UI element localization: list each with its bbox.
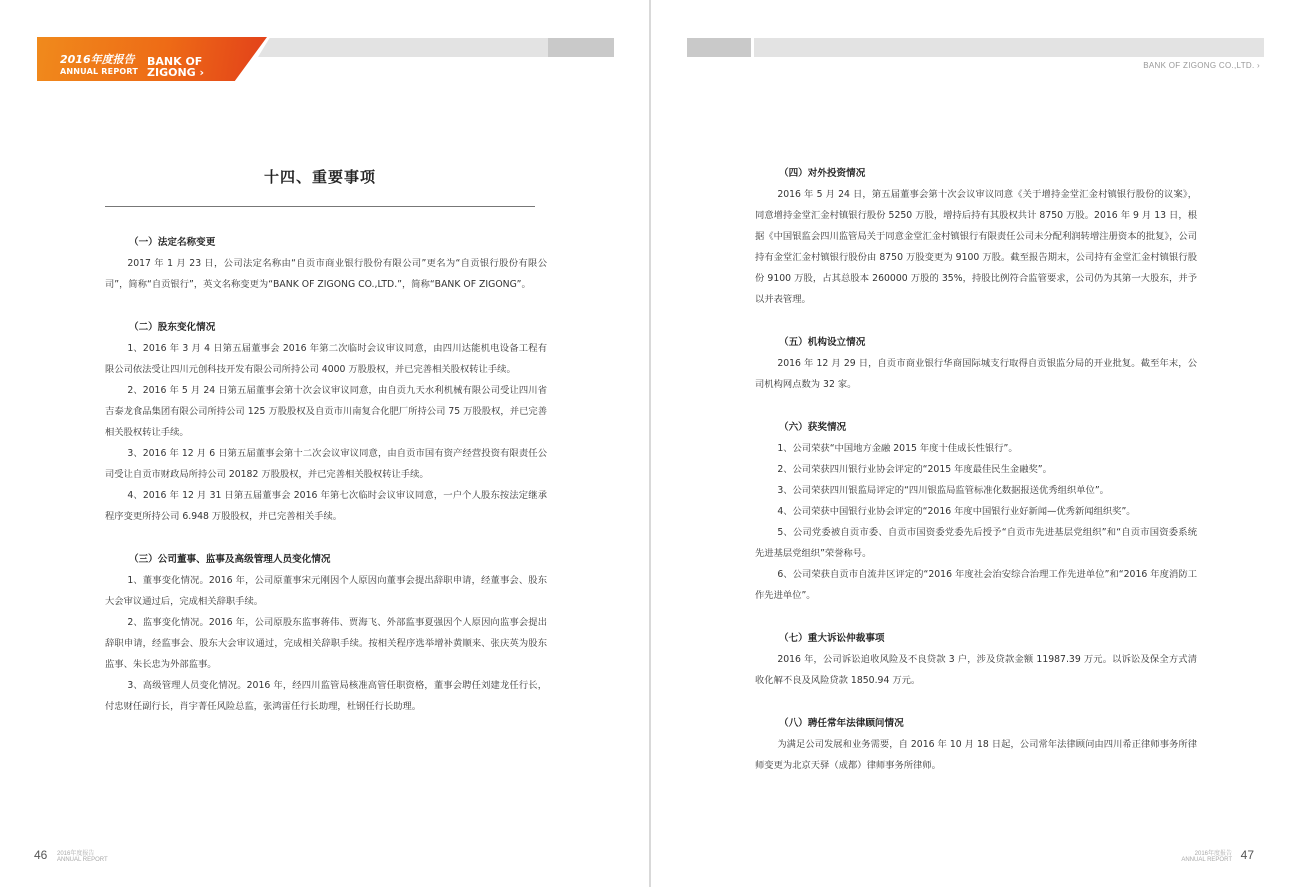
bank-name-tag: BANK OF ZIGONG CO.,LTD. › bbox=[1143, 61, 1260, 70]
title-divider bbox=[105, 206, 535, 207]
page-number: 47 bbox=[1240, 848, 1254, 862]
section-heading: （二）股东变化情况 bbox=[129, 322, 216, 333]
section-paragraph: 2、2016 年 5 月 24 日第五届董事会第十次会议审议同意，由自贡九天水利机械有限公司受让四川省吉泰龙食品集团有限公司所持公司 125 万股股权及自贡市川南复合化肥厂所持公司 75 万股股权，并已完善相关股权转让手续。 bbox=[105, 385, 547, 438]
header-bar-light bbox=[754, 38, 1264, 57]
section-heading: （四）对外投资情况 bbox=[779, 168, 866, 179]
header-bar-light bbox=[258, 38, 548, 57]
section-paragraph: 2016 年 5 月 24 日，第五届董事会第十次会议审议同意《关于增持金堂汇金村镇银行股份的议案》，同意增持金堂汇金村镇银行股份 5250 万股，增持后持有其股权共计 8750 万股。2016 年 9 月 13 日，根据《中国银监会四川监管局关于同意金堂汇金村镇银行有限责任公司未分配利润转增注册资本的批复》，公司持有金堂汇金村镇银行股份由 8750 万股变更为 9100 万股。截至报告期末，公司持有金堂汇金村镇银行股份 9100 万股，占其总股本 260000 万股的 35%，持股比例符合监管要求，公司仍为其第一大股东，并予以并表管理。 bbox=[755, 189, 1197, 305]
section-paragraph: 1、2016 年 3 月 4 日第五届董事会 2016 年第二次临时会议审议同意，由四川达能机电设备工程有限公司依法受让四川元创科技开发有限公司所持公司 4000 万股股权，并已完善相关股权转让手续。 bbox=[105, 343, 547, 375]
section-heading: （一）法定名称变更 bbox=[129, 237, 216, 248]
page-title: 十四、重要事项 bbox=[263, 168, 376, 186]
section-paragraph: 5、公司党委被自贡市委、自贡市国资委党委先后授予“自贡市先进基层党组织”和“自贡市国资委系统先进基层党组织”荣誉称号。 bbox=[755, 527, 1197, 559]
header-bar-dark bbox=[687, 38, 751, 57]
section-paragraph: 3、高级管理人员变化情况。2016 年，经四川监管局核准高管任职资格，董事会聘任刘建龙任行长，付忠财任副行长，肖宇菁任风险总监，张鸿雷任行长助理，杜钢任行长助理。 bbox=[105, 680, 547, 712]
left-page-content bbox=[105, 232, 547, 717]
right-page bbox=[651, 0, 1300, 887]
brand-name-line1: BANK OF bbox=[147, 55, 203, 68]
footer-report-tag: 2016年度报告 ANNUAL REPORT bbox=[57, 851, 108, 863]
section-paragraph: 6、公司荣获自贡市自流井区评定的“2016 年度社会治安综合治理工作先进单位”和“2016 年度消防工作先进单位”。 bbox=[755, 569, 1197, 601]
section-heading: （八）聘任常年法律顾问情况 bbox=[779, 718, 904, 729]
footer-report-tag: 2016年度报告 ANNUAL REPORT bbox=[1181, 851, 1232, 863]
section-heading: （六）获奖情况 bbox=[779, 422, 847, 433]
section-paragraph: 2017 年 1 月 23 日，公司法定名称由“自贡市商业银行股份有限公司”更名为“自贡银行股份有限公司”，简称“自贡银行”，英文名称变更为“BANK OF ZIGONG CO.,LTD.”，简称“BANK OF ZIGONG”。 bbox=[105, 258, 547, 290]
section-paragraph: 4、公司荣获中国银行业协会评定的“2016 年度中国银行业好新闻—优秀新闻组织奖”。 bbox=[777, 506, 1136, 517]
section-paragraph: 4、2016 年 12 月 31 日第五届董事会 2016 年第七次临时会议审议同意，一户个人股东按法定继承程序变更所持公司 6.948 万股股权，并已完善相关手续。 bbox=[105, 490, 547, 522]
section-paragraph: 2016 年 12 月 29 日，自贡市商业银行华商国际城支行取得自贡银监分局的开业批复。截至年末，公司机构网点数为 32 家。 bbox=[755, 358, 1197, 390]
section-heading: （三）公司董事、监事及高级管理人员变化情况 bbox=[129, 554, 331, 565]
section-paragraph: 2、公司荣获四川银行业协会评定的“2015 年度最佳民生金融奖”。 bbox=[777, 464, 1052, 475]
brand-annual-report-label: ANNUAL REPORT bbox=[60, 67, 139, 76]
section-paragraph: 3、2016 年 12 月 6 日第五届董事会第十二次会议审议同意，由自贡市国有资产经营投资有限责任公司受让自贡市财政局所持公司 20182 万股股权，并已完善相关股权转让手续。 bbox=[105, 448, 547, 480]
section-paragraph: 1、公司荣获“中国地方金融 2015 年度十佳成长性银行”。 bbox=[777, 443, 1018, 454]
right-page-content bbox=[755, 163, 1197, 776]
left-page bbox=[0, 0, 649, 887]
section-heading: （五）机构设立情况 bbox=[779, 337, 866, 348]
section-paragraph: 2016 年，公司诉讼追收风险及不良贷款 3 户，涉及贷款金额 11987.39 万元。以诉讼及保全方式清收化解不良及风险贷款 1850.94 万元。 bbox=[755, 654, 1197, 686]
header-bar-dark bbox=[548, 38, 614, 57]
section-heading: （七）重大诉讼仲裁事项 bbox=[779, 633, 885, 644]
section-paragraph: 1、董事变化情况。2016 年，公司原董事宋元刚因个人原因向董事会提出辞职申请，经董事会、股东大会审议通过后，完成相关辞职手续。 bbox=[105, 575, 547, 607]
brand-name-line2: ZIGONG › bbox=[147, 66, 205, 79]
section-paragraph: 2、监事变化情况。2016 年，公司原股东监事蒋伟、贾海飞、外部监事夏强因个人原因向监事会提出辞职申请，经监事会、股东大会审议通过，完成相关辞职手续。按相关程序选举增补黄顺来、张庆英为股东监事、朱长忠为外部监事。 bbox=[105, 617, 547, 670]
brand-year-label: 2016年度报告 bbox=[60, 53, 135, 66]
page-number: 46 bbox=[34, 848, 48, 862]
section-paragraph: 3、公司荣获四川银监局评定的“四川银监局监管标准化数据报送优秀组织单位”。 bbox=[777, 485, 1109, 496]
section-paragraph: 为满足公司发展和业务需要，自 2016 年 10 月 18 日起，公司常年法律顾问由四川希正律师事务所律师变更为北京天驿（成都）律师事务所律师。 bbox=[755, 739, 1197, 771]
